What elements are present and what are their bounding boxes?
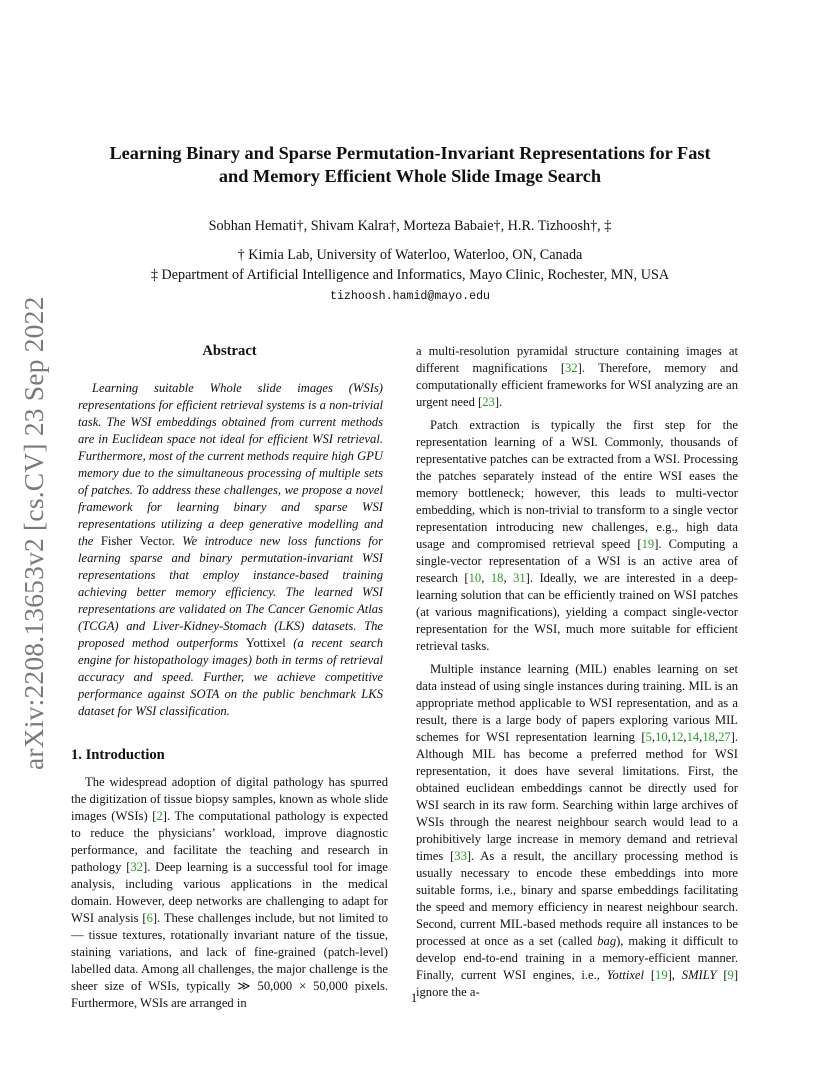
citation-link[interactable]: 10 <box>468 571 482 585</box>
citation-link[interactable]: 12 <box>670 730 684 744</box>
left-column <box>71 343 388 1012</box>
affiliation-mayo-clinic: ‡ Department of Artificial Intelligence and Informatics, Mayo Clinic, Rochester, MN, USA <box>150 267 670 283</box>
citation-link[interactable]: 18 <box>490 571 504 585</box>
abstract-heading: Abstract <box>202 343 257 359</box>
arxiv-side-stamp <box>18 290 58 770</box>
citation-link[interactable]: 18 <box>702 730 715 744</box>
page-number: 1 <box>410 990 418 1005</box>
citation-link[interactable]: 19 <box>655 968 668 982</box>
right-paragraph-3: Multiple instance learning (MIL) enables learning on set data instead of using single instances during training. MIL is an appropriate method applicable to WSI representation, and as a result, there is a large body of papers exploring various MIL schemes for WSI representation learning [5,10,12,14,18,27]. Although MIL has become a preferred method for WSI representation, it does have several limitations. First, the obtained euclidean embeddings cannot be directly used for WSI search in its raw form. Searching within large archives of WSIs through the nearest neighbour search would lead to a prohibitively large increase in memory demand and retrieval times [33]. As a result, the ancillary processing method is usually necessary to encode these embeddings into more suitable forms, i.e., binary and sparse embeddings facilitating the speed and memory efficiency in nearest neighbour search. Second, current MIL-based methods require all instances to be processed at once as a set (called bag), making it difficult to develop end-to-end training in a memory-efficient manner. Finally, current WSI engines, i.e., Yottixel [19], SMILY [9] ignore the a- <box>416 662 739 999</box>
citation-link[interactable]: 32 <box>565 361 578 375</box>
abstract-text: Learning suitable Whole slide images (WSIs) representations for efficient retrieval systems is a non-trivial task. The WSI embeddings obtained from current methods are in Euclidean space not ideal for efficient WSI retrieval. Furthermore, most of the current methods require high GPU memory due to the simultaneous processing of multiple sets of patches. To address these challenges, we propose a novel framework for learning binary and sparse WSI representations utilizing a deep generative modelling and the Fisher Vector. We introduce new loss functions for learning sparse and binary permutation-invariant WSI representations that employ instance-based training achieving better memory efficiency. The learned WSI representations are validated on The Cancer Genomic Atlas (TCGA) and Liver-Kidney-Stomach (LKS) datasets. The proposed method outperforms Yottixel (a recent search engine for histopathology images) both in terms of retrieval accuracy and speed. Further, we achieve competitive performance against SOTA on the public benchmark LKS dataset for WSI classification. <box>78 381 383 718</box>
title-line-2: and Memory Efficient Whole Slide Image Search <box>218 166 602 186</box>
citation-link[interactable]: 31 <box>513 571 526 585</box>
citation-link[interactable]: 9 <box>727 968 734 982</box>
intro-paragraph-1: The widespread adoption of digital pathology has spurred the digitization of tissue biopsy samples, known as whole slide images (WSIs) [2]. The computational pathology is expected to reduce the physicians’ workload, improve diagnostic performance, and facilitate the teaching and research in pathology [32]. Deep learning is a successful tool for image analysis, including various applications in the medical domain. However, deep networks are challenging to adapt for WSI analysis [6]. These challenges include, but not limited to— tissue textures, rotationally invariant nature of the tissue, staining variations, and lack of fine-grained (patch-level) labelled data. Among all challenges, the major challenge is the sheer size of WSIs, typically ≫ 50,000 × 50,000 pixels. Furthermore, WSIs are arranged in <box>71 775 389 1010</box>
citation-link[interactable]: 10 <box>655 730 668 744</box>
arxiv-identifier: arXiv:2208.13653v2 [cs.CV] 23 Sep 2022 <box>18 296 49 770</box>
citation-link[interactable]: 6 <box>146 911 153 925</box>
citation-link[interactable]: 5 <box>645 730 652 744</box>
paper-title <box>60 142 760 188</box>
author-list: Sobhan Hemati†, Shivam Kalra†, Morteza Babaie†, H.R. Tizhoosh†, ‡ <box>208 218 612 234</box>
citation-link[interactable]: 33 <box>454 849 467 863</box>
citation-link[interactable]: 2 <box>156 809 163 823</box>
affiliation-kimia-lab: † Kimia Lab, University of Waterloo, Waterloo, ON, Canada <box>237 247 583 263</box>
right-column <box>416 343 738 1001</box>
introduction-heading: 1. Introduction <box>71 747 165 763</box>
citation-link[interactable]: 23 <box>482 395 495 409</box>
contact-email[interactable]: tizhoosh.hamid@mayo.edu <box>329 290 491 303</box>
citation-link[interactable]: 19 <box>641 537 655 551</box>
citation-link[interactable]: 32 <box>130 860 144 874</box>
right-paragraph-1: a multi-resolution pyramidal structure containing images at different magnifications [32]. Therefore, memory and computationally efficient frameworks for WSI analyzing are an urgent need [23]. <box>416 344 739 409</box>
title-line-1: Learning Binary and Sparse Permutation-Invariant Representations for Fast <box>109 143 711 163</box>
citation-link[interactable]: 27 <box>718 730 731 744</box>
citation-link[interactable]: 14 <box>686 730 700 744</box>
right-paragraph-2: Patch extraction is typically the first step for the representation learning of a WSI. Commonly, thousands of representative patches can be extracted from a WSI. Processing the patches separately instead of the entire WSI eases the memory bottleneck; however, this leads to multi-vector embedding, which is non-trivial to transform to a single vector representation introducing new challenges, e.g., high data usage and compromised retrieval speed [19]. Computing a single-vector representation of a WSI is an active area of research [10, 18, 31]. Ideally, we are interested in a deep-learning solution that can be efficiently trained on WSI patches (at various magnifications), yielding a compact single-vector representation for the WSI, much more suitable for efficient retrieval tasks. <box>416 418 738 653</box>
